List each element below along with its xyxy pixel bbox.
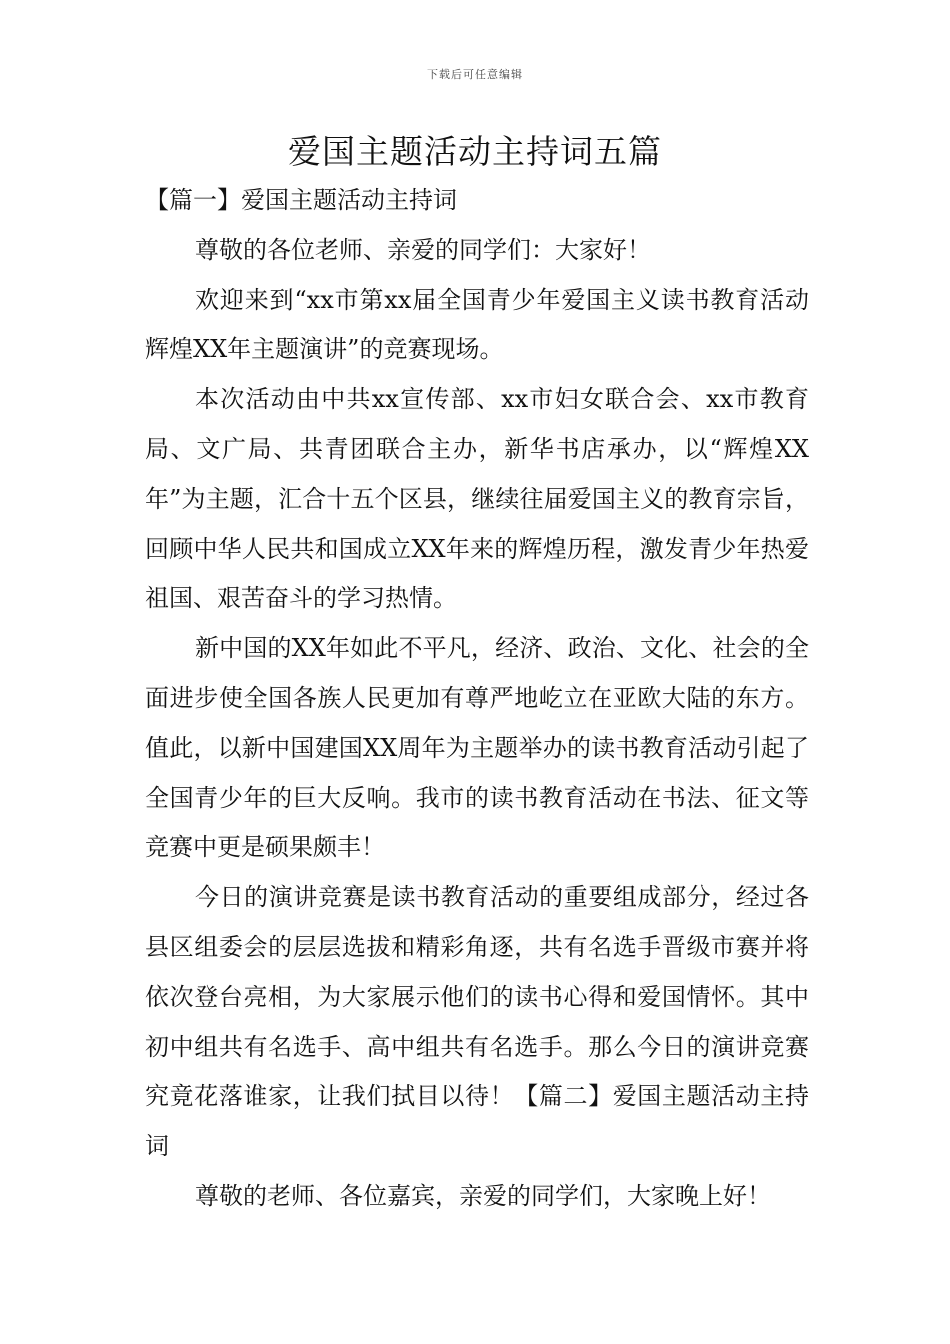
document-body (145, 176, 809, 1222)
document-title: 爱国主题活动主持词五篇 (288, 132, 662, 171)
paragraph-welcome: 欢迎来到“xx市第xx届全国青少年爱国主义读书教育活动辉煌XX年主题演讲”的竞赛现场。 (145, 285, 809, 364)
section-heading-1: 【篇一】爱国主题活动主持词 (145, 186, 457, 214)
paragraph-greeting: 尊敬的各位老师、亲爱的同学们：大家好！ (195, 235, 651, 264)
paragraph-competition: 今日的演讲竞赛是读书教育活动的重要组成部分，经过各县区组委会的层层选拔和精彩角逐，共有名选手晋级市赛并将依次登台亮相，为大家展示他们的读书心得和爱国情怀。其中初中组共有名选手、高中组共有名选手。那么今日的演讲竞赛究竟花落谁家，让我们拭目以待！【篇二】爱国主题活动主持词 (145, 883, 809, 1161)
paragraph-background: 新中国的XX年如此不平凡，经济、政治、文化、社会的全面进步使全国各族人民更加有尊严地屹立在亚欧大陆的东方。值此，以新中国建国XX周年为主题举办的读书教育活动引起了全国青少年的巨大反响。我市的读书教育活动在书法、征文等竞赛中更是硕果颇丰！ (145, 634, 809, 862)
paragraph-greeting-2: 尊敬的老师、各位嘉宾，亲爱的同学们，大家晚上好！ (195, 1181, 771, 1210)
paragraph-organizers: 本次活动由中共xx宣传部、xx市妇女联合会、xx市教育局、文广局、共青团联合主办，新华书店承办，以“辉煌XX年”为主题，汇合十五个区县，继续往届爱国主义的教育宗旨，回顾中华人民共和国成立XX年来的辉煌历程，激发青少年热爱祖国、艰苦奋斗的学习热情。 (145, 385, 809, 613)
header-note: 下载后可任意编辑 (427, 68, 523, 81)
